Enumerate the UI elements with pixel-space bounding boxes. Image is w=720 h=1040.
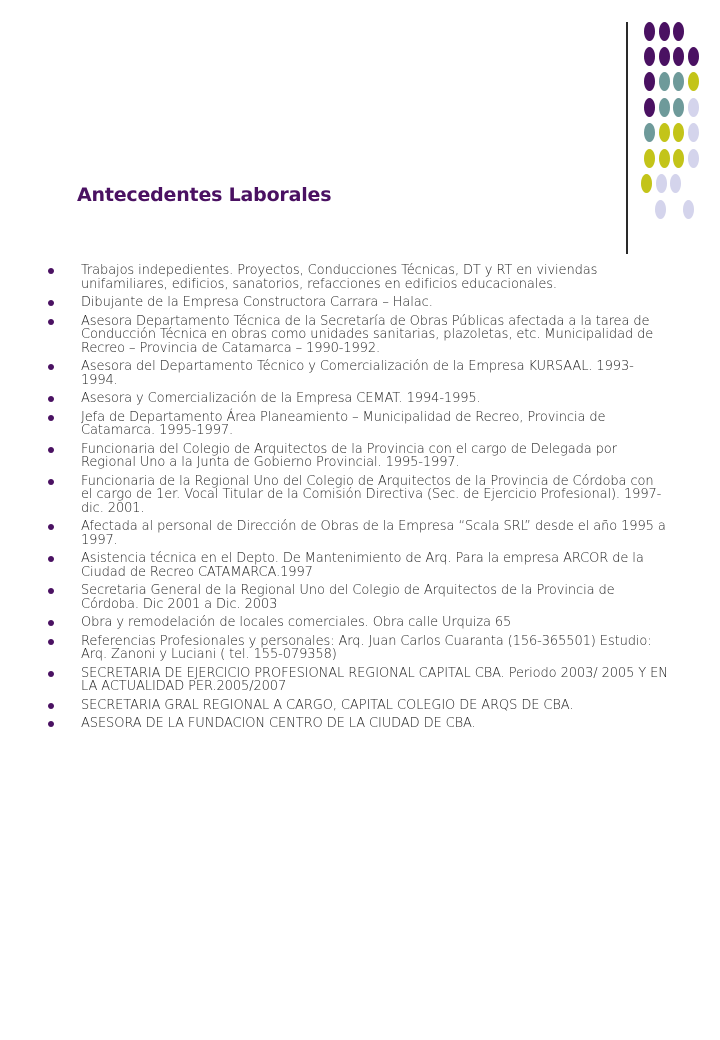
decorative-dot — [673, 149, 684, 168]
decorative-dot — [688, 149, 699, 168]
list-item-text: Dibujante de la Empresa Constructora Carrara – Halac. — [81, 295, 433, 310]
list-item-text: Jefa de Departamento Área Planeamiento – Municipalidad de Recreo, Provincia de Catamarca. 1995-1997. — [81, 409, 606, 438]
decorative-dot — [673, 22, 684, 41]
list-item — [48, 443, 668, 470]
bullet-icon — [48, 447, 54, 453]
decorative-dot — [644, 123, 655, 142]
bullet-icon — [48, 524, 54, 530]
decorative-dot — [670, 174, 681, 193]
bullet-icon — [48, 364, 54, 370]
decorative-dot — [659, 149, 670, 168]
list-item — [48, 667, 668, 694]
list-item — [48, 392, 668, 406]
list-item-text: Trabajos indepedientes. Proyectos, Conducciones Técnicas, DT y RT en viviendas unifamiliares, edificios, sanatorios, refacciones en edificios educacionales. — [81, 263, 598, 292]
list-item — [48, 315, 668, 356]
list-item-text: SECRETARIA DE EJERCICIO PROFESIONAL REGIONAL CAPITAL CBA. Periodo 2003/ 2005 Y EN LA ACTUALIDAD PER.2005/2007 — [81, 665, 668, 694]
list-item — [48, 520, 668, 547]
list-item — [48, 699, 668, 713]
bullet-icon — [48, 300, 54, 306]
list-item-text: Asesora Departamento Técnica de la Secretaría de Obras Públicas afectada a la tarea de Conducción Técnica en obras como unidades sanitarias, plazoletas, etc. Municipalidad de Recreo – Provincia de Catamarca – 1990-1992. — [81, 313, 654, 356]
work-history-list — [48, 264, 668, 736]
decorative-dot — [644, 72, 655, 91]
decorative-dot — [673, 72, 684, 91]
decorative-dot — [659, 47, 670, 66]
list-item-text: SECRETARIA GRAL REGIONAL A CARGO, CAPITAL COLEGIO DE ARQS DE CBA. — [81, 697, 574, 713]
list-item — [48, 360, 668, 387]
decorative-dot — [644, 47, 655, 66]
bullet-icon — [48, 639, 54, 645]
decorative-dot — [641, 174, 652, 193]
bullet-icon — [48, 268, 54, 274]
decorative-dot — [673, 123, 684, 142]
decorative-dot-grid — [0, 0, 720, 260]
list-item-text: Referencias Profesionales y personales: Arq. Juan Carlos Cuaranta (156-365501) Estudio: Arq. Zanoni y Luciani ( tel. 155-079358) — [81, 633, 652, 662]
list-item-text: Secretaria General de la Regional Uno del Colegio de Arquitectos de la Provincia de Córdoba. Dic 2001 a Dic. 2003 — [81, 583, 615, 612]
decorative-dot — [688, 72, 699, 91]
decorative-dot — [656, 174, 667, 193]
list-item-text: Asesora del Departamento Técnico y Comercialización de la Empresa KURSAAL. 1993-1994. — [81, 359, 634, 388]
page-title: Antecedentes Laborales — [77, 184, 332, 206]
bullet-icon — [48, 319, 54, 325]
list-item — [48, 411, 668, 438]
bullet-icon — [48, 703, 54, 709]
decorative-dot — [688, 98, 699, 117]
decorative-dot — [644, 22, 655, 41]
decorative-dot — [688, 47, 699, 66]
list-item-text: Asesora y Comercialización de la Empresa CEMAT. 1994-1995. — [81, 391, 481, 406]
decorative-dot — [659, 72, 670, 91]
bullet-icon — [48, 396, 54, 402]
bullet-icon — [48, 479, 54, 485]
list-item — [48, 264, 668, 291]
decorative-dot — [644, 98, 655, 117]
list-item-text: ASESORA DE LA FUNDACION CENTRO DE LA CIUDAD DE CBA. — [81, 716, 476, 731]
decorative-dot — [683, 200, 694, 219]
list-item-text: Funcionaria de la Regional Uno del Colegio de Arquitectos de la Provincia de Córdoba con el cargo de 1er. Vocal Titular de la Comisión Directiva (Sec. de Ejercicio Profesional). 1997-dic. 2001. — [81, 473, 662, 516]
bullet-icon — [48, 556, 54, 562]
list-item-text: Asistencia técnica en el Depto. De Mantenimiento de Arq. Para la empresa ARCOR de la Ciudad de Recreo CATAMARCA.1997 — [81, 551, 644, 580]
list-item — [48, 475, 668, 516]
list-item — [48, 717, 668, 731]
bullet-icon — [48, 671, 54, 677]
list-item-text: Afectada al personal de Dirección de Obras de la Empresa “Scala SRL” desde el año 1995 a 1997. — [81, 519, 666, 548]
vertical-divider — [626, 22, 628, 254]
bullet-icon — [48, 721, 54, 727]
decorative-dot — [655, 200, 666, 219]
list-item — [48, 584, 668, 611]
list-item — [48, 635, 668, 662]
bullet-icon — [48, 620, 54, 626]
list-item-text: Funcionaria del Colegio de Arquitectos de la Provincia con el cargo de Delegada por Regional Uno a la Junta de Gobierno Provincial. 1995-1997. — [81, 441, 617, 470]
decorative-dot — [659, 98, 670, 117]
list-item — [48, 296, 668, 310]
decorative-dot — [644, 149, 655, 168]
list-item — [48, 616, 668, 630]
decorative-dot — [659, 123, 670, 142]
decorative-dot — [659, 22, 670, 41]
decorative-dot — [673, 47, 684, 66]
decorative-dot — [688, 123, 699, 142]
list-item-text: Obra y remodelación de locales comerciales. Obra calle Urquiza 65 — [81, 615, 512, 630]
list-item — [48, 552, 668, 579]
bullet-icon — [48, 588, 54, 594]
decorative-dot — [673, 98, 684, 117]
bullet-icon — [48, 415, 54, 421]
